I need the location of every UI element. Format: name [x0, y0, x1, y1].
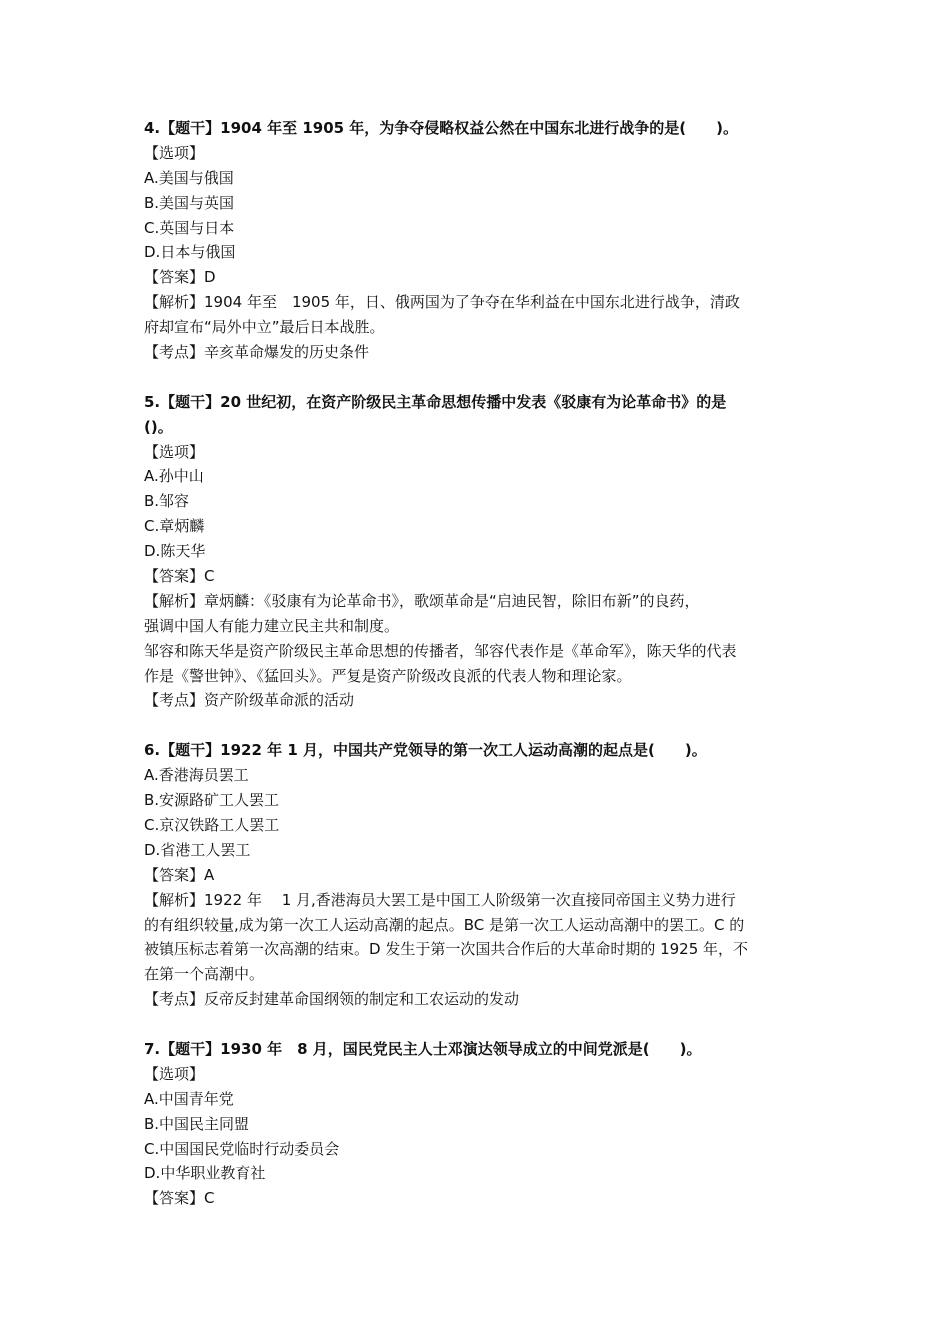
analysis-line: 作是《警世钟》、《猛回头》。严复是资产阶级改良派的代表人物和理论家。 [144, 666, 632, 685]
option-c: C.中国国民党临时行动委员会 [144, 1139, 340, 1158]
question-stem: ()。 [144, 417, 173, 436]
exam-point: 【考点】辛亥革命爆发的历史条件 [144, 343, 370, 362]
analysis-line: 【解析】1904 年至 1905 年，日、俄两国为了争夺在华利益在中国东北进行战争，清政 [144, 293, 740, 312]
analysis-line: 强调中国人有能力建立民主共和制度。 [144, 616, 400, 635]
answer-line: 【答案】C [144, 1189, 215, 1208]
option-b: B.中国民主同盟 [144, 1114, 250, 1133]
analysis-line: 【解析】章炳麟：《驳康有为论革命书》，歌颂革命是“启迪民智，除旧布新”的良药， [144, 591, 700, 610]
answer-line: 【答案】C [144, 567, 215, 586]
option-a: A.中国青年党 [144, 1089, 234, 1108]
option-d: D.中华职业教育社 [144, 1164, 266, 1183]
analysis-line: 【解析】1922 年 1 月,香港海员大罢工是中国工人阶级第一次直接同帝国主义势力进行 [144, 890, 736, 909]
answer-line: 【答案】A [144, 865, 215, 884]
analysis-line: 府却宣布“局外中立”最后日本战胜。 [144, 318, 385, 337]
option-b: B.安源路矿工人罢工 [144, 791, 280, 810]
options-label: 【选项】 [144, 143, 205, 162]
exam-point: 【考点】反帝反封建革命国纲领的制定和工农运动的发动 [144, 990, 520, 1009]
options-label: 【选项】 [144, 1064, 205, 1083]
option-b: B.美国与英国 [144, 193, 235, 212]
analysis-line: 在第一个高潮中。 [144, 965, 265, 984]
option-c: C.英国与日本 [144, 218, 235, 237]
option-c: C.章炳麟 [144, 517, 205, 536]
question-stem: 6.【题干】1922 年 1 月，中国共产党领导的第一次工人运动高潮的起点是( )。 [144, 741, 707, 760]
spacer [144, 1012, 814, 1037]
question-7 [144, 1037, 814, 1211]
option-d: D.省港工人罢工 [144, 840, 251, 859]
option-d: D.陈天华 [144, 542, 206, 561]
question-5 [144, 390, 814, 714]
option-a: A.香港海员罢工 [144, 766, 249, 785]
option-a: A.美国与俄国 [144, 168, 234, 187]
analysis-line: 被镇压标志着第一次高潮的结束。D 发生于第一次国共合作后的大革命时期的 1925 年，不 [144, 940, 749, 959]
spacer [144, 365, 814, 390]
question-stem: 5.【题干】20 世纪初，在资产阶级民主革命思想传播中发表《驳康有为论革命书》的是 [144, 392, 727, 411]
document-page [144, 116, 814, 1211]
spacer [144, 713, 814, 738]
exam-point: 【考点】资产阶级革命派的活动 [144, 691, 355, 710]
question-6 [144, 738, 814, 1012]
option-d: D.日本与俄国 [144, 243, 236, 262]
question-stem: 7.【题干】1930 年 8 月，国民党民主人士邓演达领导成立的中间党派是( )。 [144, 1039, 702, 1058]
analysis-line: 邹容和陈天华是资产阶级民主革命思想的传播者，邹容代表作是《革命军》，陈天华的代表 [144, 641, 737, 660]
analysis-line: 的有组织较量,成为第一次工人运动高潮的起点。BC 是第一次工人运动高潮中的罢工。C 的 [144, 915, 745, 934]
option-b: B.邹容 [144, 492, 190, 511]
question-4 [144, 116, 814, 365]
option-a: A.孙中山 [144, 467, 204, 486]
question-stem: 4.【题干】1904 年至 1905 年，为争夺侵略权益公然在中国东北进行战争的是( )。 [144, 119, 739, 137]
options-label: 【选项】 [144, 442, 205, 461]
answer-line: 【答案】D [144, 268, 216, 287]
option-c: C.京汉铁路工人罢工 [144, 815, 280, 834]
